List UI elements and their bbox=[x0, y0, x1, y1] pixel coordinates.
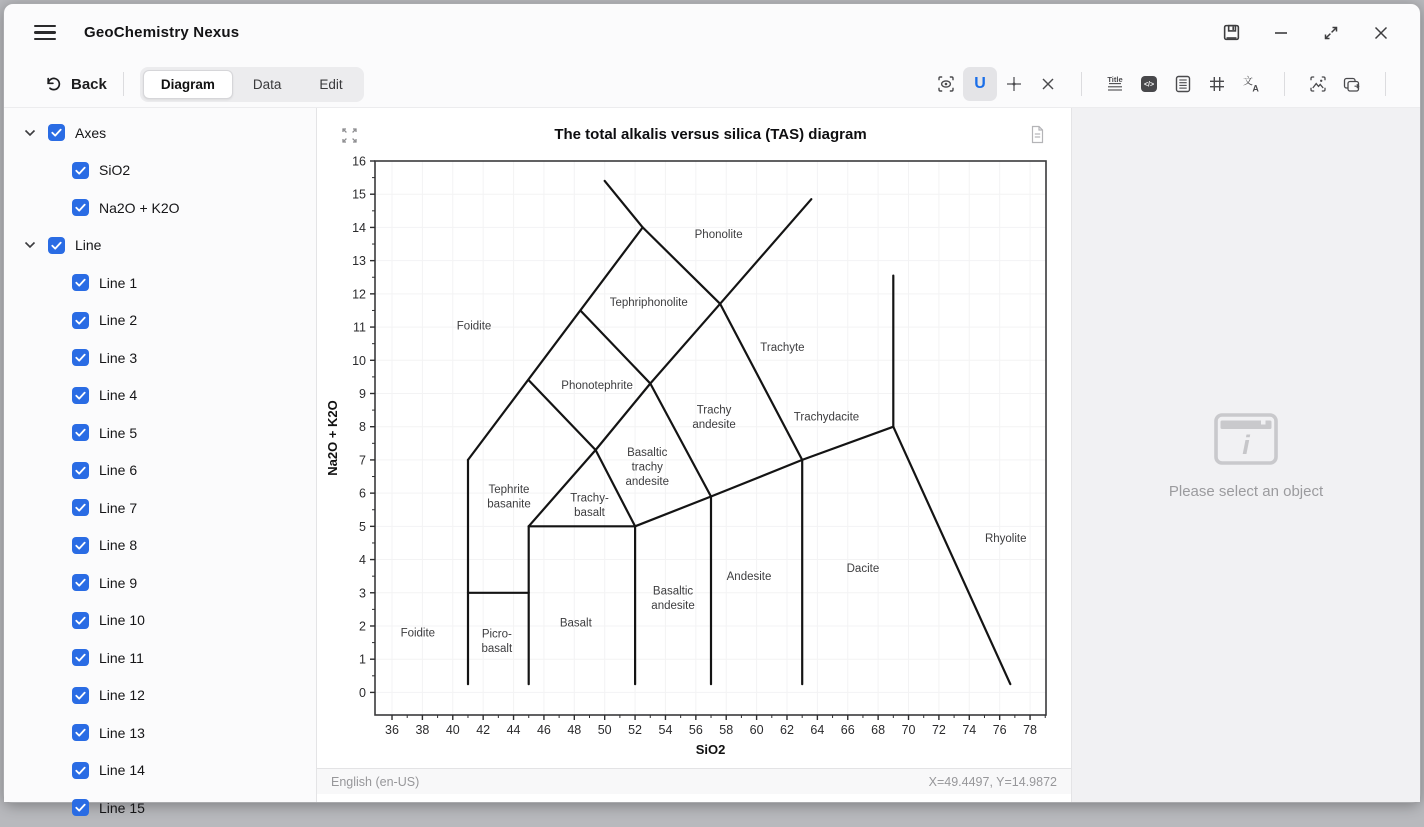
svg-text:1: 1 bbox=[359, 652, 366, 667]
chevron-down-icon[interactable] bbox=[24, 241, 36, 249]
tree-row-line-10[interactable] bbox=[4, 602, 316, 640]
svg-text:40: 40 bbox=[445, 723, 460, 737]
svg-text:</>: </> bbox=[1143, 81, 1155, 89]
region-label[interactable]: Foidite bbox=[400, 627, 436, 640]
title-icon bbox=[1105, 74, 1125, 94]
svg-text:72: 72 bbox=[931, 723, 946, 737]
tab-edit[interactable]: Edit bbox=[301, 70, 360, 99]
tree-row-line-7[interactable] bbox=[4, 489, 316, 527]
minimize-icon bbox=[1272, 24, 1290, 42]
crosshair-add-button[interactable] bbox=[997, 67, 1031, 101]
check-icon bbox=[74, 464, 87, 477]
chart-title: The total alkalis versus silica (TAS) diagram bbox=[554, 126, 867, 143]
focus-view-button[interactable] bbox=[929, 67, 963, 101]
svg-text:Title: Title bbox=[1107, 75, 1123, 84]
svg-text:64: 64 bbox=[810, 723, 825, 737]
checkbox-checked[interactable] bbox=[72, 687, 89, 704]
checkbox-checked[interactable] bbox=[72, 724, 89, 741]
menu-icon[interactable] bbox=[34, 25, 56, 40]
grid-icon bbox=[1207, 74, 1227, 94]
svg-text:7: 7 bbox=[359, 453, 366, 468]
export-copy-button[interactable] bbox=[1335, 67, 1369, 101]
maximize-icon bbox=[1322, 24, 1340, 42]
export-image-icon bbox=[1308, 74, 1328, 94]
tree-row-line[interactable] bbox=[4, 227, 316, 265]
svg-text:2: 2 bbox=[359, 619, 366, 634]
region-label[interactable]: Trachy-basalt bbox=[570, 492, 609, 520]
tree-label: Line 9 bbox=[99, 574, 138, 591]
tree-row-line-1[interactable] bbox=[4, 264, 316, 302]
region-label[interactable]: Tephriphonolite bbox=[609, 297, 688, 310]
translate-button[interactable] bbox=[1234, 67, 1268, 101]
check-icon bbox=[50, 239, 63, 252]
underline-toggle-button[interactable] bbox=[963, 67, 997, 101]
checkbox-checked[interactable] bbox=[48, 237, 65, 254]
tree-label: Na2O + K2O bbox=[99, 199, 180, 216]
tree-label: Line 13 bbox=[99, 724, 145, 741]
check-icon bbox=[74, 614, 87, 627]
export-copy-icon bbox=[1342, 74, 1362, 94]
tree-label: Line 11 bbox=[99, 649, 144, 666]
checkbox-checked[interactable] bbox=[72, 162, 89, 179]
region-label[interactable]: Trachy andesite bbox=[692, 404, 736, 431]
remove-button[interactable] bbox=[1031, 67, 1065, 101]
svg-text:76: 76 bbox=[992, 723, 1007, 737]
region-label[interactable]: Rhyolite bbox=[984, 532, 1027, 545]
tab-data[interactable]: Data bbox=[235, 70, 300, 99]
region-label[interactable]: Dacite bbox=[846, 562, 880, 575]
tas-chart[interactable] bbox=[317, 108, 1073, 768]
tree-label: Line 3 bbox=[99, 349, 138, 366]
checkbox-checked[interactable] bbox=[72, 649, 89, 666]
check-icon bbox=[74, 764, 87, 777]
titlebar bbox=[4, 4, 1420, 61]
script-list-button[interactable] bbox=[1166, 67, 1200, 101]
checkbox-checked[interactable] bbox=[72, 574, 89, 591]
tree-row-line-13[interactable] bbox=[4, 714, 316, 752]
info-window-icon bbox=[1213, 411, 1279, 467]
checkbox-checked[interactable] bbox=[72, 762, 89, 779]
check-icon bbox=[74, 201, 87, 214]
checkbox-checked[interactable] bbox=[72, 199, 89, 216]
tree-row-line-3[interactable] bbox=[4, 339, 316, 377]
tree-row-line-5[interactable] bbox=[4, 414, 316, 452]
close-button[interactable] bbox=[1362, 17, 1400, 49]
grid-toggle-button[interactable] bbox=[1200, 67, 1234, 101]
tree-label: Line 5 bbox=[99, 424, 138, 441]
svg-text:i: i bbox=[1242, 429, 1250, 460]
back-button[interactable] bbox=[44, 75, 107, 93]
region-label[interactable]: Basaltic andesite bbox=[651, 585, 695, 613]
tree-row-line-14[interactable] bbox=[4, 752, 316, 790]
region-label[interactable]: Foidite bbox=[456, 320, 492, 333]
svg-text:46: 46 bbox=[536, 723, 551, 737]
region-label[interactable]: Trachydacite bbox=[793, 411, 860, 424]
toolbar bbox=[4, 61, 1420, 108]
svg-text:A: A bbox=[1251, 83, 1259, 93]
tree-label: Line 2 bbox=[99, 312, 138, 329]
tree-label: Line 15 bbox=[99, 799, 145, 816]
svg-text:SiO2: SiO2 bbox=[695, 742, 726, 757]
check-icon bbox=[74, 539, 87, 552]
checkbox-checked[interactable] bbox=[72, 387, 89, 404]
focus-view-icon bbox=[936, 74, 956, 94]
title-settings-button[interactable] bbox=[1098, 67, 1132, 101]
check-icon bbox=[74, 501, 87, 514]
svg-text:3: 3 bbox=[359, 586, 366, 601]
tas-boundary-line[interactable] bbox=[580, 311, 650, 384]
tree-label: Line bbox=[75, 237, 102, 254]
tree-row-line-12[interactable] bbox=[4, 677, 316, 715]
tree-label: Line 6 bbox=[99, 462, 138, 479]
tree-row-line-11[interactable] bbox=[4, 639, 316, 677]
svg-text:36: 36 bbox=[385, 723, 399, 737]
region-label[interactable]: Phonotephrite bbox=[561, 380, 633, 393]
svg-text:14: 14 bbox=[352, 220, 366, 235]
chevron-down-icon[interactable] bbox=[24, 129, 36, 137]
svg-text:62: 62 bbox=[780, 723, 794, 737]
svg-text:52: 52 bbox=[628, 723, 643, 737]
check-icon bbox=[74, 389, 87, 402]
status-coordinates: X=49.4497, Y=14.9872 bbox=[928, 774, 1057, 789]
tas-boundary-line[interactable] bbox=[529, 199, 812, 526]
tree-label: Line 10 bbox=[99, 612, 145, 629]
svg-text:60: 60 bbox=[749, 723, 764, 737]
back-label: Back bbox=[71, 75, 107, 93]
minimize-button[interactable] bbox=[1262, 17, 1300, 49]
svg-text:74: 74 bbox=[962, 723, 977, 737]
checkbox-checked[interactable] bbox=[72, 349, 89, 366]
check-icon bbox=[74, 689, 87, 702]
expand-icon[interactable] bbox=[341, 127, 358, 144]
checkbox-checked[interactable] bbox=[72, 799, 89, 816]
tree-label: Line 14 bbox=[99, 762, 145, 779]
svg-text:11: 11 bbox=[353, 320, 366, 335]
svg-text:13: 13 bbox=[352, 254, 366, 269]
svg-text:16: 16 bbox=[352, 154, 366, 169]
tree-row-line-9[interactable] bbox=[4, 564, 316, 602]
properties-panel bbox=[1072, 108, 1420, 802]
tree-label: Line 7 bbox=[99, 499, 138, 516]
check-icon bbox=[74, 351, 87, 364]
svg-text:78: 78 bbox=[1023, 723, 1038, 737]
placeholder-text: Please select an object bbox=[1168, 482, 1324, 500]
tree-row-line-6[interactable] bbox=[4, 452, 316, 490]
svg-text:6: 6 bbox=[359, 486, 366, 501]
svg-text:12: 12 bbox=[352, 287, 366, 302]
maximize-button[interactable] bbox=[1312, 17, 1350, 49]
checkbox-checked[interactable] bbox=[72, 612, 89, 629]
divider bbox=[1385, 72, 1386, 96]
close-icon bbox=[1372, 24, 1390, 42]
svg-text:70: 70 bbox=[901, 723, 916, 737]
tree-row-na2o-k2o[interactable] bbox=[4, 189, 316, 227]
check-icon bbox=[50, 126, 63, 139]
svg-text:56: 56 bbox=[688, 723, 703, 737]
svg-text:38: 38 bbox=[415, 723, 430, 737]
check-icon bbox=[74, 164, 87, 177]
checkbox-checked[interactable] bbox=[72, 424, 89, 441]
svg-text:66: 66 bbox=[840, 723, 855, 737]
region-label[interactable]: Phonolite bbox=[694, 229, 743, 242]
script-list-icon bbox=[1173, 74, 1193, 94]
svg-text:9: 9 bbox=[359, 386, 366, 401]
tree-row-line-2[interactable] bbox=[4, 302, 316, 340]
export-image-button[interactable] bbox=[1301, 67, 1335, 101]
svg-text:54: 54 bbox=[658, 723, 673, 737]
check-icon bbox=[74, 314, 87, 327]
svg-text:0: 0 bbox=[359, 685, 366, 700]
remove-x-icon bbox=[1039, 75, 1057, 93]
divider bbox=[1284, 72, 1285, 96]
layer-tree bbox=[4, 108, 316, 816]
checkbox-checked[interactable] bbox=[72, 462, 89, 479]
check-icon bbox=[74, 651, 87, 664]
tree-row-axes[interactable] bbox=[4, 114, 316, 152]
checkbox-checked[interactable] bbox=[72, 312, 89, 329]
view-tabs bbox=[140, 67, 364, 102]
svg-text:42: 42 bbox=[476, 723, 491, 737]
status-bar bbox=[317, 768, 1071, 794]
tree-label: Line 4 bbox=[99, 387, 138, 404]
main-content bbox=[4, 108, 1420, 816]
save-icon bbox=[1222, 23, 1241, 42]
tree-label: Line 1 bbox=[99, 274, 138, 291]
tas-boundary-line[interactable] bbox=[893, 427, 1010, 684]
tree-label: Line 12 bbox=[99, 687, 145, 704]
svg-text:48: 48 bbox=[567, 723, 582, 737]
svg-text:10: 10 bbox=[352, 353, 366, 368]
tree-label: SiO2 bbox=[99, 162, 131, 179]
checkbox-checked[interactable] bbox=[72, 499, 89, 516]
region-label[interactable]: Picro-basalt bbox=[481, 628, 513, 656]
svg-text:68: 68 bbox=[871, 723, 886, 737]
region-label[interactable]: Basaltic trachy andesite bbox=[625, 447, 669, 489]
svg-text:44: 44 bbox=[506, 723, 521, 737]
divider bbox=[1081, 72, 1082, 96]
document-icon[interactable] bbox=[1030, 125, 1045, 144]
save-button[interactable] bbox=[1212, 17, 1250, 49]
check-icon bbox=[74, 576, 87, 589]
crosshair-add-icon bbox=[1004, 74, 1024, 94]
code-editor-button[interactable] bbox=[1132, 67, 1166, 101]
checkbox-checked[interactable] bbox=[48, 124, 65, 141]
divider bbox=[123, 72, 124, 96]
tree-label: Line 8 bbox=[99, 537, 138, 554]
region-label[interactable]: Tephrite basanite bbox=[487, 484, 531, 511]
app-window bbox=[3, 3, 1421, 816]
code-icon bbox=[1139, 74, 1159, 94]
svg-text:文: 文 bbox=[1242, 76, 1253, 87]
checkbox-checked[interactable] bbox=[72, 274, 89, 291]
region-label[interactable]: Trachyte bbox=[760, 341, 805, 354]
tree-row-line-4[interactable] bbox=[4, 377, 316, 415]
svg-text:50: 50 bbox=[597, 723, 612, 737]
tree-label: Axes bbox=[75, 124, 107, 141]
tree-row-sio2[interactable] bbox=[4, 152, 316, 190]
diagram-canvas[interactable] bbox=[317, 108, 1071, 768]
region-label[interactable]: Basalt bbox=[559, 617, 592, 630]
svg-text:58: 58 bbox=[719, 723, 734, 737]
svg-text:8: 8 bbox=[359, 420, 366, 435]
svg-text:4: 4 bbox=[359, 553, 366, 568]
translate-icon bbox=[1241, 74, 1262, 95]
check-icon bbox=[74, 726, 87, 739]
diagram-panel bbox=[316, 108, 1072, 802]
app-title: GeoChemistry Nexus bbox=[84, 24, 240, 41]
region-label[interactable]: Andesite bbox=[726, 571, 772, 584]
check-icon bbox=[74, 276, 87, 289]
undo-icon bbox=[44, 75, 62, 93]
checkbox-checked[interactable] bbox=[72, 537, 89, 554]
status-language: English (en-US) bbox=[331, 774, 420, 789]
svg-text:5: 5 bbox=[359, 519, 366, 534]
tree-row-line-8[interactable] bbox=[4, 527, 316, 565]
tree-row-line-15[interactable] bbox=[4, 789, 316, 827]
check-icon bbox=[74, 426, 87, 439]
svg-text:15: 15 bbox=[352, 187, 366, 202]
tas-boundary-line[interactable] bbox=[635, 427, 893, 527]
tab-diagram[interactable]: Diagram bbox=[143, 70, 233, 99]
underline-icon: U bbox=[974, 75, 986, 92]
check-icon bbox=[74, 801, 87, 814]
svg-text:Na2O + K2O: Na2O + K2O bbox=[325, 400, 340, 476]
